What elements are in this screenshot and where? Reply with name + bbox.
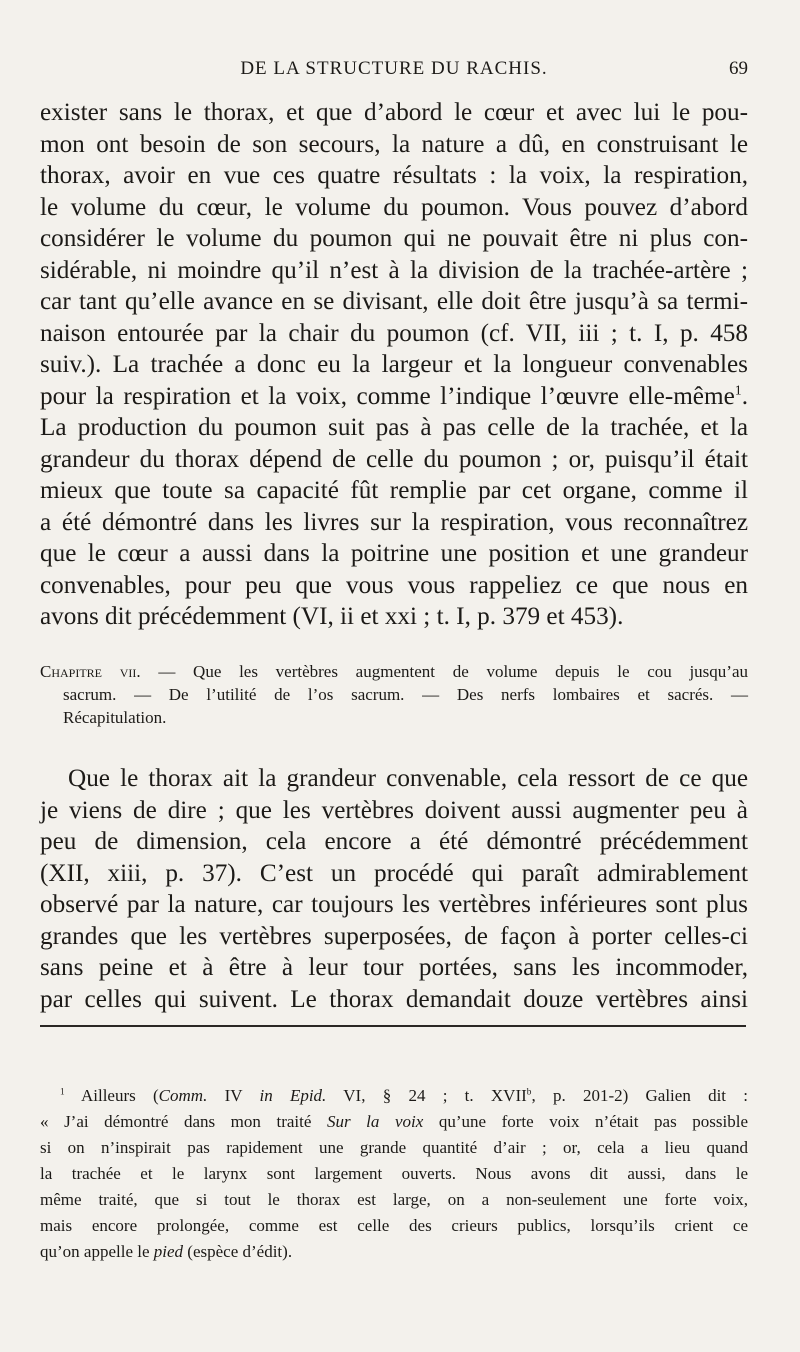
footnote-line: mais encore prolongée, comme est celle des crieurs publics, lorsqu’ils crient ce — [40, 1216, 748, 1235]
paragraph-2 — [40, 763, 748, 1015]
footnote-italic: Epid. — [272, 1086, 327, 1105]
text-line: mieux que toute sa capacité fût remplie par cet organe, comme il — [40, 477, 748, 504]
text-line: par celles qui suivent. Le thorax demandait douze vertèbres ainsi — [40, 985, 748, 1013]
footnote-line — [40, 1083, 748, 1109]
text-line: suiv.). La trachée a donc eu la largeur et la longueur convenables — [40, 351, 748, 378]
paragraph-1 — [40, 97, 748, 633]
text-line: observé par la nature, car toujours les vertèbres inférieures sont plus — [40, 891, 748, 918]
text-line: que le cœur a aussi dans la poitrine une position et une grandeur — [40, 540, 748, 567]
footnote — [40, 1083, 748, 1265]
text-line: Que le thorax ait la grandeur convenable, cela ressort de ce que — [68, 765, 748, 792]
footnote-line — [40, 1239, 748, 1265]
footnote-text: qu’on appelle le — [40, 1242, 154, 1261]
text-line: a été démontré dans les livres sur la respiration, vous reconnaîtrez — [40, 508, 748, 536]
footnote-marker: 1 — [60, 1087, 65, 1098]
text-line: naison entourée par la chair du poumon (cf. VII, iii ; t. I, p. 458 — [40, 319, 748, 347]
text-line: thorax, avoir en vue ces quatre résultats : la voix, la respiration, — [40, 162, 748, 189]
text-line: exister sans le thorax, et que d’abord le cœur et avec lui le pou- — [40, 99, 748, 126]
text-line: grandes que les vertèbres superposées, de façon à porter celles-ci — [40, 922, 748, 950]
footnote-italic: in — [259, 1086, 273, 1105]
text-line: (XII, xiii, p. 37). C’est un procédé qui paraît admirablement — [40, 859, 748, 887]
text-line: convenables, pour peu que vous vous rappeliez ce que nous en — [40, 571, 748, 599]
text-fragment: pour la respiration et la voix, comme l’indique l’œuvre elle-même — [40, 382, 735, 410]
text-line: sans peine et à être à leur tour portées, sans les incommoder, — [40, 954, 748, 981]
footnote-line: si on n’inspirait pas rapidement une grande quantité d’air ; or, cela a lieu quand — [40, 1138, 748, 1157]
text-line: avons dit précédemment (VI, ii et xxi ; t. I, p. 379 et 453). — [40, 603, 624, 630]
footnote-italic: Comm. — [158, 1086, 208, 1105]
footnote-text: qu’une forte voix n’était pas possible — [423, 1112, 749, 1131]
footnote-divider — [40, 1025, 746, 1027]
footnote-text: (espèce d’édit). — [183, 1242, 293, 1261]
chapter-summary — [40, 660, 748, 729]
chapter-summary-text: — Que les vertèbres augmentent de volume depuis le cou jusqu’au — [158, 662, 749, 681]
chapter-summary-line: Récapitulation. — [63, 708, 167, 727]
footnote-text: Ailleurs ( — [80, 1086, 159, 1105]
footnote-text: « J’ai démontré dans mon traité — [40, 1112, 327, 1131]
footnote-line — [40, 1109, 748, 1135]
text-line: car tant qu’elle avance en se divisant, elle doit être jusqu’à sa termi- — [40, 288, 748, 315]
text-line: considérer le volume du poumon qui ne pouvait être ni plus con- — [40, 225, 748, 252]
footnote-italic: Sur la voix — [326, 1112, 424, 1131]
text-line: je viens de dire ; que les vertèbres doivent aussi augmenter peu à — [40, 796, 748, 824]
text-line: le volume du cœur, le volume du poumon. Vous pouvez d’abord — [40, 193, 748, 221]
footnote-reference[interactable]: 1 — [734, 382, 742, 398]
text-line: La production du poumon suit pas à pas celle de la trachée, et la — [40, 414, 748, 441]
text-line: grandeur du thorax dépend de celle du poumon ; or, puisqu’il était — [40, 445, 748, 473]
footnote-text: VI, § 24 ; t. XVII — [326, 1086, 527, 1105]
running-head — [40, 58, 748, 86]
chapter-summary-line — [40, 660, 748, 683]
footnote-text: IV — [207, 1086, 260, 1105]
footnote-superscript: b — [526, 1087, 532, 1098]
text-line: sidérable, ni moindre qu’il n’est à la division de la trachée-artère ; — [40, 256, 748, 284]
chapter-label: Chapitre vii. — [40, 662, 141, 681]
chapter-summary-line: sacrum. — De l’utilité de l’os sacrum. — Des nerfs lombaires et sacrés. — — [63, 685, 748, 704]
running-title: DE LA STRUCTURE DU RACHIS. — [240, 58, 548, 79]
footnote-line: même traité, que si tout le thorax est large, on a non-seulement une forte voix, — [40, 1190, 748, 1209]
text-line: peu de dimension, cela encore a été démontré précédemment — [40, 828, 748, 855]
footnote-text: , p. 201-2) Galien dit : — [531, 1086, 748, 1105]
footnote-line: la trachée et le larynx sont largement ouverts. Nous avons dit aussi, dans le — [40, 1164, 748, 1183]
page-number: 69 — [729, 58, 748, 79]
text-line: mon ont besoin de son secours, la nature a dû, en construisant le — [40, 130, 748, 158]
footnote-italic: pied — [153, 1242, 184, 1261]
text-line-with-note: pour la respiration et la voix, comme l’indique l’œuvre elle-même$^1$. — [40, 382, 748, 410]
